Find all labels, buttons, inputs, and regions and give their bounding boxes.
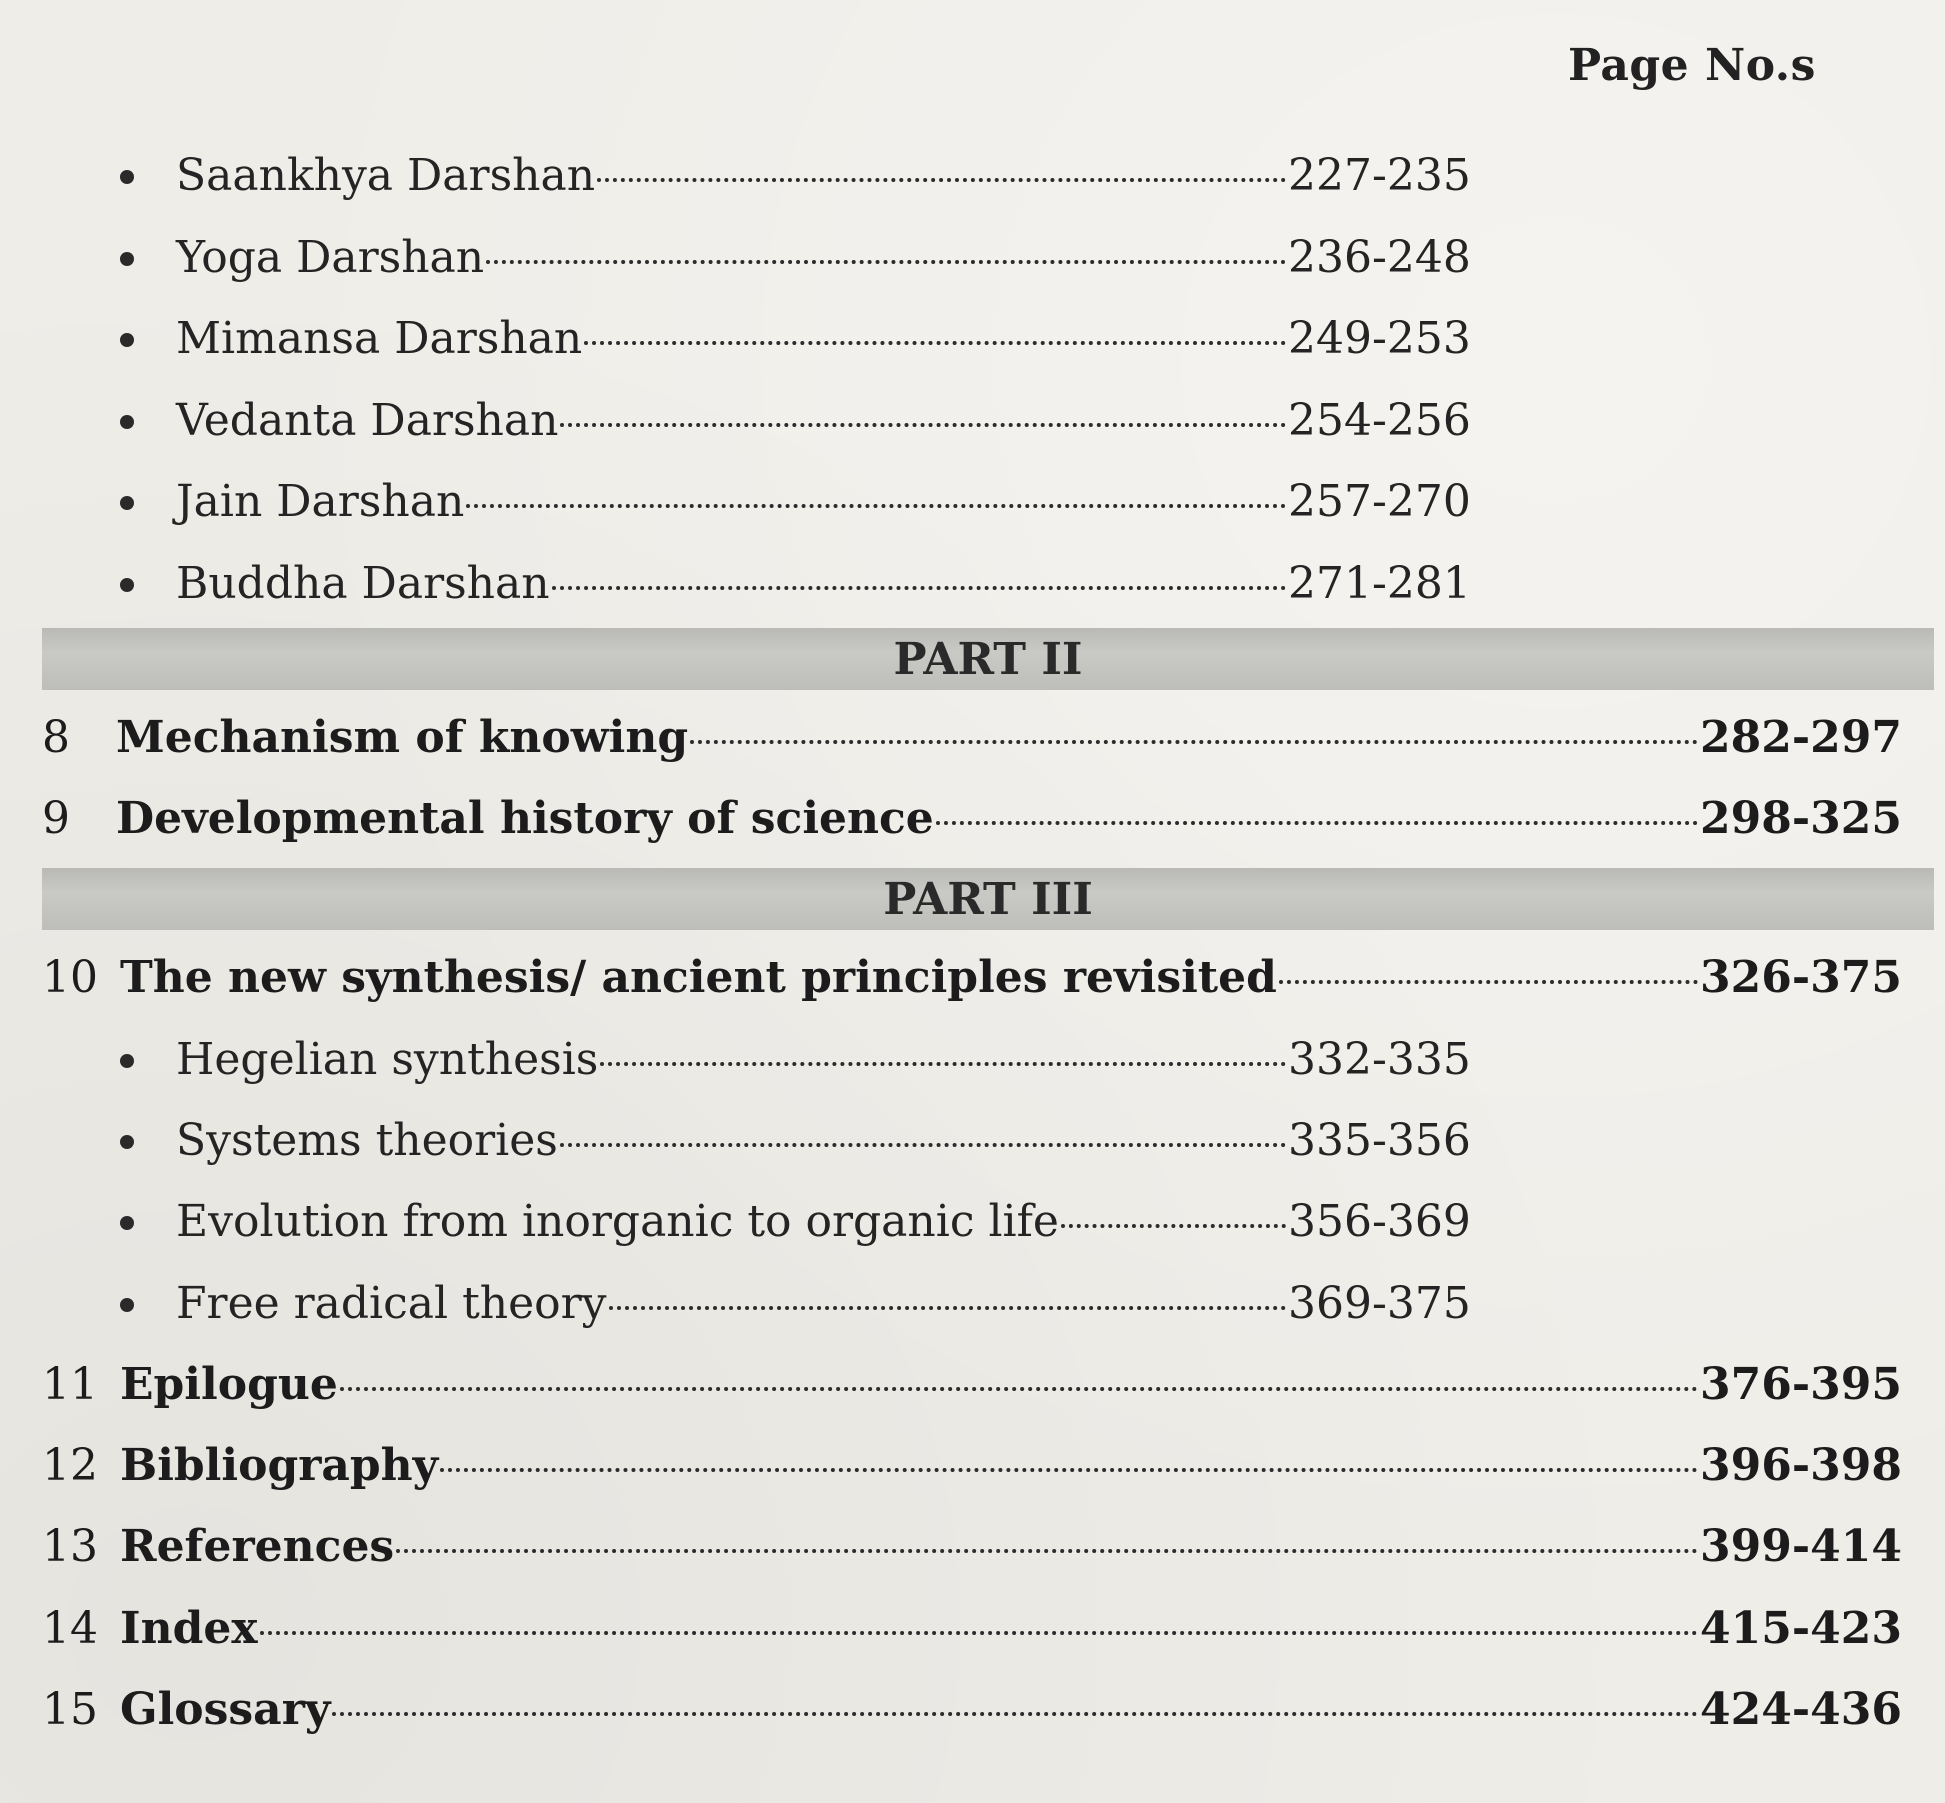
toc-chapter-15[interactable] [42, 1684, 1902, 1735]
entry-pages: 332-335 [1288, 1034, 1471, 1085]
chapter-pages: 415-423 [1700, 1603, 1902, 1654]
bullet-icon [120, 1135, 134, 1149]
chapter-title: References [120, 1521, 395, 1572]
entry-title: Saankhya Darshan [176, 150, 596, 201]
toc-entry-mimansa[interactable] [120, 313, 1471, 364]
part-heading-3: PART III [42, 868, 1934, 930]
toc-chapter-11[interactable] [42, 1359, 1902, 1410]
toc-entry-saankhya[interactable] [120, 150, 1471, 201]
chapter-pages: 282-297 [1700, 712, 1902, 763]
toc-entry-vedanta[interactable] [120, 395, 1471, 446]
toc-entry-buddha[interactable] [120, 558, 1471, 609]
bullet-icon [120, 1298, 134, 1312]
toc-chapter-12[interactable] [42, 1440, 1902, 1491]
dot-leader [597, 178, 1286, 182]
entry-pages: 227-235 [1288, 150, 1471, 201]
dot-leader [340, 1387, 1698, 1391]
toc-entry-hegelian[interactable] [120, 1034, 1471, 1085]
part-heading-2: PART II [42, 628, 1934, 690]
toc-chapter-10[interactable] [42, 952, 1902, 1003]
toc-entry-free-radical[interactable] [120, 1278, 1471, 1329]
chapter-title: Index [120, 1603, 258, 1654]
entry-title: Mimansa Darshan [176, 313, 583, 364]
chapter-number: 14 [42, 1603, 98, 1654]
dot-leader [560, 1143, 1286, 1147]
entry-pages: 236-248 [1288, 232, 1471, 283]
chapter-title: Developmental history of science [116, 793, 934, 844]
toc-entry-evolution[interactable] [120, 1196, 1471, 1247]
entry-pages: 254-256 [1288, 395, 1471, 446]
entry-title: Free radical theory [176, 1278, 607, 1329]
chapter-number: 10 [42, 952, 98, 1003]
toc-chapter-9[interactable] [42, 793, 1902, 844]
bullet-icon [120, 333, 134, 347]
dot-leader [936, 821, 1698, 825]
entry-title: Vedanta Darshan [176, 395, 559, 446]
chapter-pages: 396-398 [1700, 1440, 1902, 1491]
chapter-pages: 326-375 [1700, 952, 1902, 1003]
chapter-number: 12 [42, 1440, 98, 1491]
dot-leader [1279, 980, 1698, 984]
entry-pages: 356-369 [1288, 1196, 1471, 1247]
entry-title: Jain Darshan [176, 476, 465, 527]
chapter-title: Glossary [120, 1684, 331, 1735]
chapter-pages: 376-395 [1700, 1359, 1902, 1410]
bullet-icon [120, 578, 134, 592]
chapter-number: 11 [42, 1359, 98, 1410]
entry-pages: 257-270 [1288, 476, 1471, 527]
dot-leader [600, 1062, 1286, 1066]
chapter-number: 9 [42, 793, 70, 844]
chapter-number: 8 [42, 712, 70, 763]
toc-entry-yoga[interactable] [120, 232, 1471, 283]
entry-title: Systems theories [176, 1115, 558, 1166]
dot-leader [560, 423, 1286, 427]
dot-leader [440, 1468, 1698, 1472]
bullet-icon [120, 252, 134, 266]
dot-leader [332, 1712, 1698, 1716]
entry-title: Buddha Darshan [176, 558, 550, 609]
entry-pages: 271-281 [1288, 558, 1471, 609]
bullet-icon [120, 170, 134, 184]
dot-leader [609, 1306, 1286, 1310]
entry-title: Hegelian synthesis [176, 1034, 599, 1085]
toc-chapter-13[interactable] [42, 1521, 1902, 1572]
bullet-icon [120, 1054, 134, 1068]
toc-chapter-8[interactable] [42, 712, 1902, 763]
bullet-icon [120, 496, 134, 510]
page-numbers-heading: Page No.s [1568, 40, 1816, 91]
chapter-title: The new synthesis/ ancient principles revisited [120, 952, 1277, 1003]
dot-leader [466, 504, 1286, 508]
chapter-title: Bibliography [120, 1440, 439, 1491]
entry-title: Evolution from inorganic to organic life [176, 1196, 1059, 1247]
bullet-icon [120, 415, 134, 429]
chapter-pages: 424-436 [1700, 1684, 1902, 1735]
chapter-title: Epilogue [120, 1359, 338, 1410]
toc-chapter-14[interactable] [42, 1603, 1902, 1654]
entry-pages: 249-253 [1288, 313, 1471, 364]
entry-pages: 369-375 [1288, 1278, 1471, 1329]
dot-leader [690, 740, 1698, 744]
toc-entry-jain[interactable] [120, 476, 1471, 527]
chapter-number: 13 [42, 1521, 98, 1572]
chapter-title: Mechanism of knowing [116, 712, 689, 763]
dot-leader [260, 1631, 1698, 1635]
dot-leader [584, 341, 1286, 345]
entry-title: Yoga Darshan [176, 232, 485, 283]
dot-leader [1061, 1224, 1286, 1228]
toc-entry-systems[interactable] [120, 1115, 1471, 1166]
dot-leader [552, 586, 1286, 590]
chapter-pages: 298-325 [1700, 793, 1902, 844]
chapter-number: 15 [42, 1684, 98, 1735]
bullet-icon [120, 1216, 134, 1230]
dot-leader [486, 260, 1286, 264]
entry-pages: 335-356 [1288, 1115, 1471, 1166]
dot-leader [396, 1549, 1698, 1553]
chapter-pages: 399-414 [1700, 1521, 1902, 1572]
